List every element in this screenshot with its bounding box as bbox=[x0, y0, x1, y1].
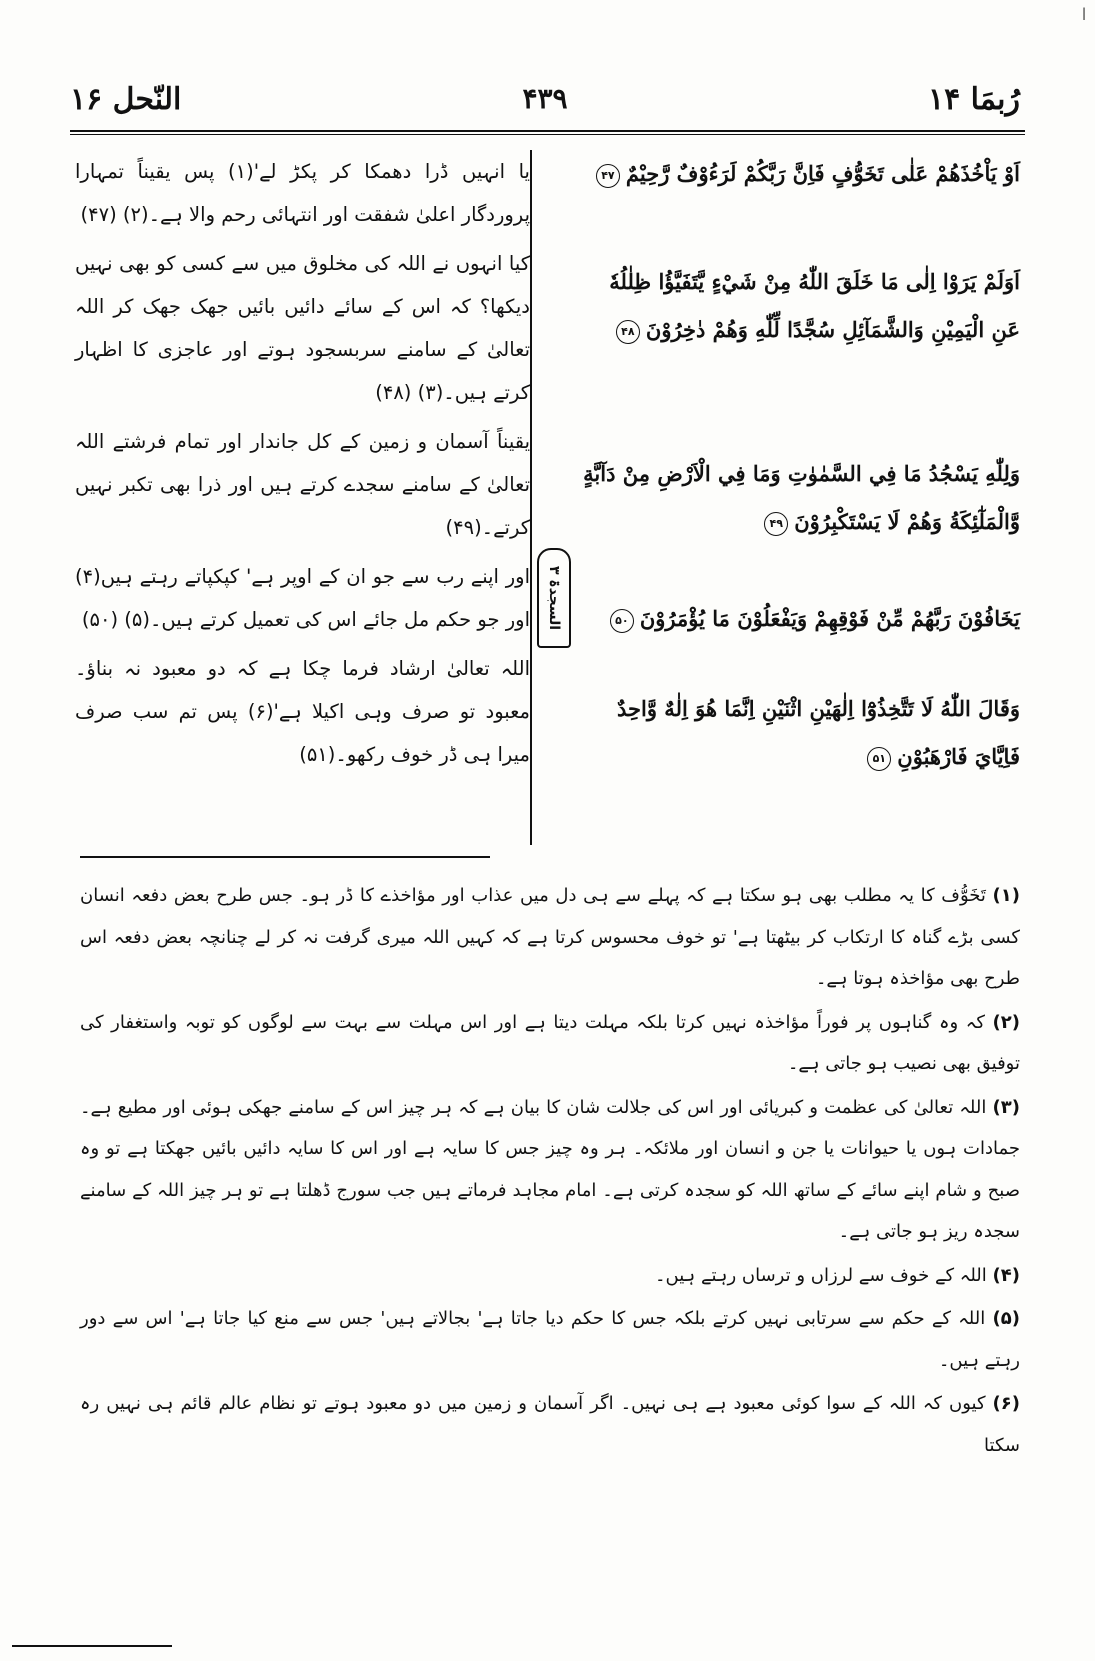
ayah-text: وَقَالَ اللّٰهُ لَا تَتَّخِذُوْٓا اِلٰهَيْنِ اثْنَيْنِ اِنَّمَا هُوَ اِلٰهٌ وَّاحِدٌ فَاِيَّايَ فَارْهَبُوْنِ bbox=[617, 696, 1020, 769]
ayah-51 bbox=[580, 685, 1020, 781]
arabic-text-column bbox=[580, 150, 1020, 845]
footnote-text: تَخَوُّف کا یہ مطلب بھی ہو سکتا ہے کہ پہلے سے ہی دل میں عذاب اور مؤاخذے کا ڈر ہو۔ جس طرح بعض دفعہ انسان کسی بڑے گناہ کا ارتکاب کر بیٹھتا ہے' تو خوف محسوس کرتا ہے کہ کہیں اللہ میری گرفت نہ کر لے چنانچہ بعض دفعہ اس طرح بھی مؤاخذہ ہوتا ہے۔ bbox=[80, 885, 1020, 989]
footnote-6 bbox=[80, 1383, 1020, 1466]
para-title: رُبمَا ۱۴ bbox=[928, 82, 1020, 117]
footnote-4 bbox=[80, 1255, 1020, 1297]
surah-title: النّحل ۱۶ bbox=[70, 82, 182, 117]
ayah-text: وَلِلّٰهِ يَسْجُدُ مَا فِي السَّمٰوٰتِ وَمَا فِي الْاَرْضِ مِنْ دَآبَّةٍ وَّالْمَلٰٓئِكَةُ وَهُمْ لَا يَسْتَكْبِرُوْنَ bbox=[583, 461, 1020, 534]
column-divider bbox=[530, 150, 532, 845]
footnote-text: اللہ کے خوف سے لرزاں و ترساں رہتے ہیں۔ bbox=[655, 1264, 987, 1286]
translation-50: اور اپنے رب سے جو ان کے اوپر ہے' کپکپاتے رہتے ہیں(۴) اور جو حکم مل جائے اس کی تعمیل کرتے ہیں۔(۵) (۵۰) bbox=[75, 565, 530, 631]
page-header bbox=[70, 82, 1020, 132]
ayah-text: اَوَلَمْ يَرَوْا اِلٰى مَا خَلَقَ اللّٰهُ مِنْ شَيْءٍ يَّتَفَيَّؤُا ظِلٰلُهٗ عَنِ الْيَمِيْنِ وَالشَّمَآئِلِ سُجَّدًا لِّلّٰهِ وَهُمْ دٰخِرُوْنَ bbox=[609, 269, 1020, 342]
ayah-49 bbox=[580, 450, 1020, 546]
footnote-text: اللہ تعالیٰ کی عظمت و کبریائی اور اس کی جلالت شان کا بیان ہے کہ ہر چیز اس کے سامنے جھکی ہوئی اور مطیع ہے۔ جمادات ہوں یا حیوانات یا جن و انسان اور ملائکہ۔ ہر وہ چیز جس کا سایہ ہے اور اس کا سایہ دائیں بائیں جھکتا ہے تو وہ صبح و شام اپنے سائے کے ساتھ اللہ کو سجدہ کرتی ہے۔ امام مجاہد فرماتے ہیں جب سورج ڈھلتا ہے تو ہر چیز اللہ کے سامنے سجدہ ریز ہو جاتی ہے۔ bbox=[80, 1096, 1020, 1242]
translation-51: اللہ تعالیٰ ارشاد فرما چکا ہے کہ دو معبود نہ بناؤ۔ معبود تو صرف وہی اکیلا ہے'(۶) پس تم سب صرف میرا ہی ڈر خوف رکھو۔(۵۱) bbox=[75, 657, 531, 766]
ayah-text: يَخَافُوْنَ رَبَّهُمْ مِّنْ فَوْقِهِمْ وَيَفْعَلُوْنَ مَا يُؤْمَرُوْنَ bbox=[639, 606, 1020, 631]
footnote-text: کہ وہ گناہوں پر فوراً مؤاخذہ نہیں کرتا بلکہ مہلت دیتا ہے اور اس مہلت سے بہت سے لوگوں کو توبہ واستغفار کی توفیق بھی نصیب ہو جاتی ہے۔ bbox=[80, 1011, 1020, 1074]
footnote-text: کیوں کہ اللہ کے سوا کوئی معبود ہے ہی نہیں۔ اگر آسمان و زمین میں دو معبود ہوتے تو نظام عالم قائم ہی نہیں رہ سکتا bbox=[80, 1393, 1020, 1456]
corner-mark: | bbox=[1082, 6, 1087, 20]
footnote-number: (۲) bbox=[992, 1011, 1020, 1033]
translation-49: یقیناً آسمان و زمین کے کل جاندار اور تمام فرشتے اللہ تعالیٰ کے سامنے سجدے کرتے ہیں اور ذرا بھی تکبر نہیں کرتے۔(۴۹) bbox=[75, 430, 530, 539]
urdu-translation-column bbox=[75, 150, 530, 845]
ayah-47 bbox=[580, 150, 1020, 198]
page-number: ۴۳۹ bbox=[522, 82, 568, 115]
sajdah-label: السجدۃ ۳ bbox=[546, 565, 562, 631]
ayah-marker: ۵۰ bbox=[610, 609, 634, 633]
ayah-48 bbox=[580, 258, 1020, 354]
footnote-3 bbox=[80, 1087, 1020, 1253]
footnote-2 bbox=[80, 1002, 1020, 1085]
ayah-marker: ۴۸ bbox=[616, 320, 640, 344]
footnote-number: (۶) bbox=[992, 1393, 1020, 1414]
ayah-text: اَوْ يَاْخُذَهُمْ عَلٰى تَخَوُّفٍ فَاِنَّ رَبَّكُمْ لَرَءُوْفٌ رَّحِيْمٌ bbox=[625, 161, 1020, 186]
translation-48: کیا انہوں نے اللہ کی مخلوق میں سے کسی کو بھی نہیں دیکھا؟ کہ اس کے سائے دائیں بائیں جھک جھک کر اللہ تعالیٰ کے سامنے سربسجود ہوتے اور عاجزی کا اظہار کرتے ہیں۔(۳) (۴۸) bbox=[75, 252, 530, 404]
bottom-rule bbox=[12, 1645, 172, 1647]
ayah-marker: ۴۹ bbox=[764, 512, 788, 536]
footnote-number: (۳) bbox=[992, 1096, 1020, 1118]
footnote-rule bbox=[80, 856, 490, 858]
ayah-50 bbox=[580, 595, 1020, 643]
footnote-1 bbox=[80, 875, 1020, 1000]
footnote-number: (۴) bbox=[992, 1264, 1020, 1286]
sajdah-marker bbox=[537, 548, 571, 648]
footnote-5 bbox=[80, 1298, 1020, 1381]
header-rule-thin bbox=[70, 134, 1025, 135]
translation-47: یا انہیں ڈرا دھمکا کر پکڑ لے'(۱) پس یقیناً تمہارا پروردگار اعلیٰ شفقت اور انتہائی رحم والا ہے۔(۲) (۴۷) bbox=[75, 160, 530, 226]
footnote-text: اللہ کے حکم سے سرتابی نہیں کرتے بلکہ جس کا حکم دیا جاتا ہے' بجالاتے ہیں' جس سے منع کیا جاتا ہے' اس سے دور رہتے ہیں۔ bbox=[80, 1308, 1020, 1371]
footnote-number: (۱) bbox=[992, 885, 1020, 906]
ayah-marker: ۴۷ bbox=[596, 164, 620, 188]
footnotes-section bbox=[80, 875, 1020, 1468]
header-rule bbox=[70, 130, 1025, 132]
ayah-marker: ۵۱ bbox=[867, 747, 891, 771]
footnote-number: (۵) bbox=[992, 1308, 1020, 1329]
